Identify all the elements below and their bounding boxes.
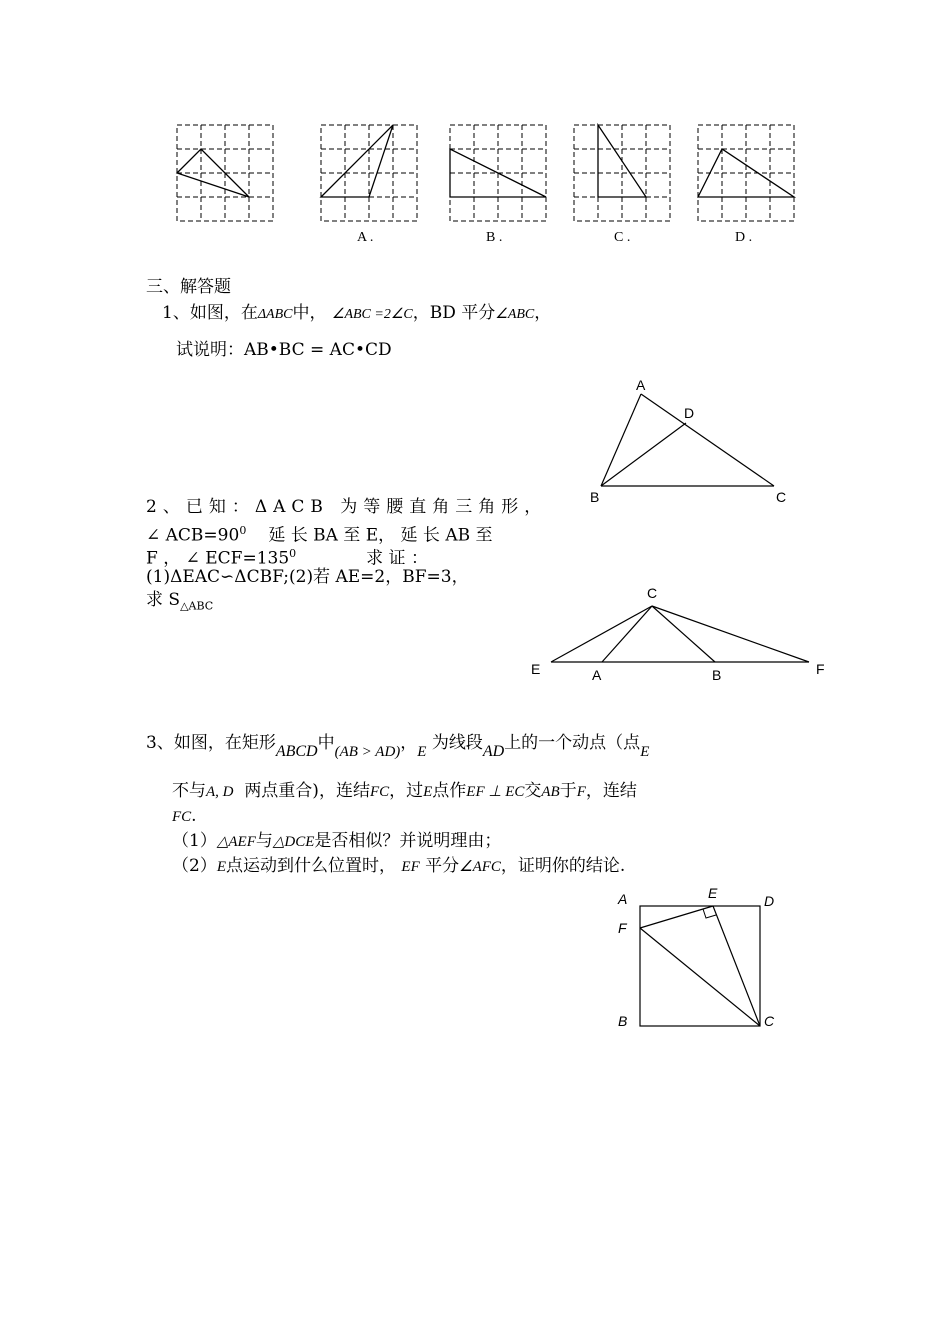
q2-label-f: F xyxy=(816,661,825,677)
q3-label-b: B xyxy=(618,1013,628,1029)
q3-points-ad: A, D xyxy=(206,784,234,800)
q3-text: 不与 xyxy=(172,781,206,801)
q3-label-c: C xyxy=(764,1013,775,1029)
q2-line4: (1)ΔEAC∽ΔCBF;(2)若 AE=2，BF=3， xyxy=(146,567,469,587)
q2-text: F ， ∠ ECF=135 xyxy=(146,548,290,569)
q3-text: 两点重合)，连结 xyxy=(244,781,370,801)
q3-text: 于 xyxy=(559,781,577,801)
option-label-d: D . xyxy=(735,230,753,245)
q2-degree: 0 xyxy=(289,547,297,560)
q3-segment-ab: AB xyxy=(541,784,560,800)
q3-line3 xyxy=(172,805,197,828)
q3-text: ，过 xyxy=(389,781,424,801)
q2-text: 求 证 ： xyxy=(366,548,428,569)
q3-line2 xyxy=(172,780,637,803)
option-label-c: C . xyxy=(614,230,631,245)
q3-text: 交 xyxy=(524,781,542,801)
section-title: 三、解答题 xyxy=(146,277,231,297)
grid-option-a xyxy=(321,125,417,221)
grid-figures xyxy=(0,0,950,260)
grid-option-d xyxy=(698,125,794,221)
q3-text: （2） xyxy=(172,856,217,876)
q2-label-e: E xyxy=(531,661,541,677)
q1-text: ，BD 平分 xyxy=(412,303,496,323)
q1-label-b: B xyxy=(590,489,600,505)
q3-angle-afc: ∠AFC xyxy=(459,859,501,875)
option-label-a: A . xyxy=(357,230,374,245)
q3-perpendicular: EF ⊥ EC xyxy=(466,784,525,800)
q3-triangle-dce: △DCE xyxy=(272,834,315,850)
q3-text: ，连结 xyxy=(585,781,637,801)
q2-label-a: A xyxy=(592,667,602,683)
q3-text: 是否相似？并说明理由； xyxy=(314,831,502,851)
q2-degree: 0 xyxy=(239,524,247,537)
q3-label-d: D xyxy=(764,893,775,909)
option-label-b: B . xyxy=(486,230,503,245)
q3-line1 xyxy=(146,732,650,760)
q3-text: 3、如图，在矩形 xyxy=(146,733,276,753)
q3-segment-fc: FC xyxy=(172,809,192,825)
q3-condition: (AB > AD) xyxy=(334,744,401,760)
q1-text: ， xyxy=(534,303,552,323)
q3-triangle-aef: △AEF xyxy=(216,834,256,850)
q3-point-e: E xyxy=(417,744,427,760)
q1-angle-eq: ∠ABC =2∠C xyxy=(331,307,413,322)
q3-text: 与 xyxy=(255,831,273,851)
q3-label-a: A xyxy=(618,891,628,907)
q2-label-b: B xyxy=(712,667,722,683)
q3-segment-ad: AD xyxy=(482,743,505,760)
q3-text: （1） xyxy=(172,831,217,851)
q3-text: . xyxy=(191,806,197,826)
q3-text: 点作 xyxy=(432,781,467,801)
q3-text: 平分 xyxy=(425,856,460,876)
grid-given xyxy=(177,125,273,221)
q2-subscript: △ABC xyxy=(180,599,214,613)
q3-label-e: E xyxy=(708,885,718,901)
q3-point-e: E xyxy=(640,744,650,760)
q3-segment-ef: EF xyxy=(401,859,420,875)
q1-figure xyxy=(580,370,800,510)
q2-line5 xyxy=(146,589,213,617)
q3-segment-fc: FC xyxy=(369,784,390,800)
q3-text: 点运动到什么位置时， xyxy=(226,856,396,876)
q3-text: ，证明你的结论. xyxy=(500,856,626,876)
grid-option-c xyxy=(574,125,670,221)
q3-part1 xyxy=(172,830,501,853)
q1-line1 xyxy=(162,302,551,326)
q2-figure xyxy=(525,580,835,690)
q3-rect-name: ABCD xyxy=(275,743,318,760)
q2-text: ∠ ACB=90 xyxy=(146,525,240,546)
q2-label-c: C xyxy=(647,585,658,601)
q3-text: ， xyxy=(400,733,418,753)
q1-angle-abc: ∠ABC xyxy=(495,307,535,322)
q3-text: 为线段 xyxy=(431,733,483,753)
q3-point-e: E xyxy=(216,859,226,875)
q3-text: 中 xyxy=(317,733,335,753)
q1-label-d: D xyxy=(684,405,695,421)
q1-label-a: A xyxy=(636,377,646,393)
q3-label-f: F xyxy=(618,920,627,936)
q1-text: 中， xyxy=(292,303,327,323)
q2-text: 延 长 BA 至 E， 延 长 AB 至 xyxy=(268,525,493,546)
q3-point-f: F xyxy=(576,784,586,800)
q1-label-c: C xyxy=(776,489,787,505)
q3-point-e: E xyxy=(423,784,433,800)
q2-text: 求 S xyxy=(146,590,181,610)
q1-triangle: ΔABC xyxy=(257,307,293,322)
q2-line1: 2、已知：ΔACB 为等腰直角三角形， xyxy=(146,497,548,517)
q1-text: 1、如图，在 xyxy=(162,303,258,323)
q1-line2: 试说明：AB•BC = AC•CD xyxy=(176,340,392,360)
q3-figure xyxy=(610,880,800,1040)
q3-text: 上的一个动点（点 xyxy=(504,733,641,753)
grid-option-b xyxy=(450,125,546,221)
q3-part2 xyxy=(172,855,625,878)
